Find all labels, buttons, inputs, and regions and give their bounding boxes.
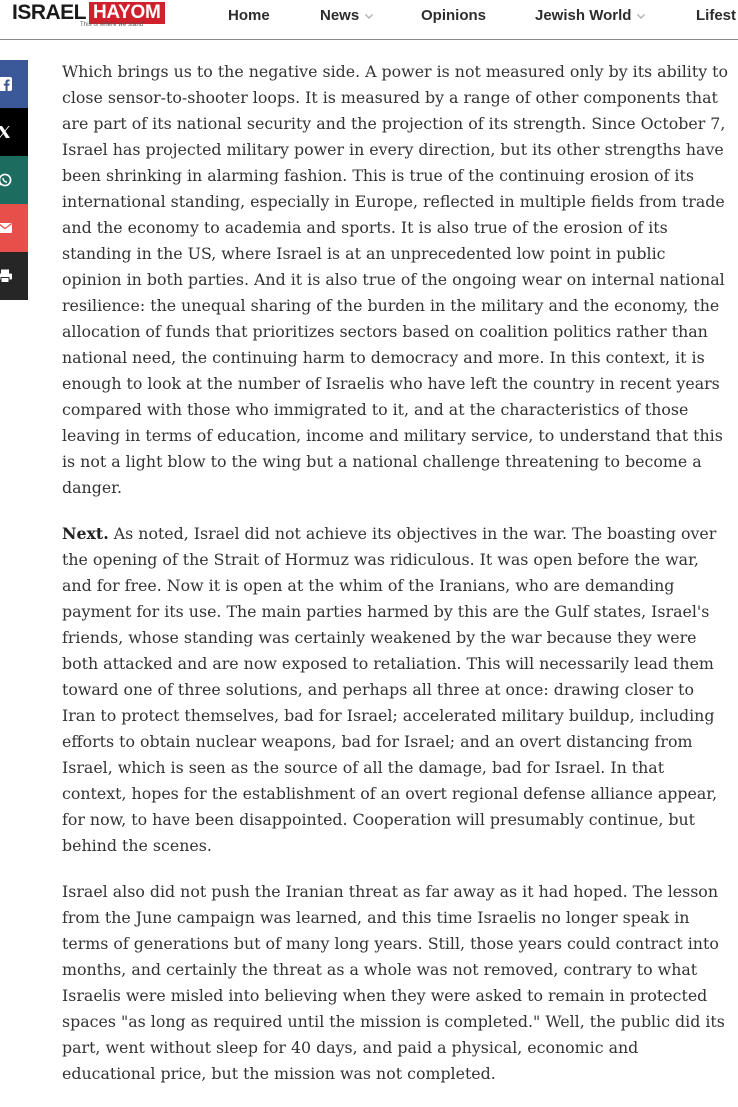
- site-header: [0, 0, 738, 40]
- logo-tagline: This is where we stand: [80, 22, 144, 28]
- share-facebook-button[interactable]: [0, 60, 28, 108]
- paragraph-lead: Next.: [62, 524, 109, 543]
- chevron-down-icon: [636, 11, 646, 21]
- whatsapp-icon: [0, 173, 12, 187]
- nav-item-home[interactable]: [228, 7, 270, 24]
- share-whatsapp-button[interactable]: [0, 156, 28, 204]
- share-bar: [0, 60, 28, 300]
- nav-item-news[interactable]: [320, 7, 374, 24]
- share-email-button[interactable]: [0, 204, 28, 252]
- nav-item-label: Opinions: [421, 7, 486, 24]
- article-paragraph: [62, 59, 730, 501]
- mail-icon: [0, 222, 12, 234]
- article-paragraph: [62, 521, 730, 859]
- nav-item-opinions[interactable]: [421, 7, 486, 24]
- nav-item-label: Jewish World: [535, 7, 632, 24]
- paragraph-text: Israel also did not push the Iranian threat as far away as it had hoped. The lesson from the June campaign was learned, and this time Israelis no longer speak in terms of generations but of many long years. Still, those years could contract into months, and certainly the threat as a whole was not removed, contrary to what Israelis were misled into believing when they were asked to remain in protected spaces "as long as required until the mission is completed." Well, the public did its part, went without sleep for 40 days, and paid a physical, economic and educational price, but the mission was not completed.: [62, 882, 725, 1083]
- site-logo[interactable]: [12, 2, 165, 30]
- nav-item-jewish-world[interactable]: [535, 7, 646, 24]
- nav-item-lifestyle[interactable]: [696, 7, 736, 24]
- share-x-button[interactable]: [0, 108, 28, 156]
- chevron-down-icon: [364, 11, 374, 21]
- nav-item-label: Lifest: [696, 7, 737, 24]
- nav-item-label: News: [320, 7, 360, 24]
- nav-item-label: Home: [228, 7, 270, 24]
- facebook-icon: [0, 77, 12, 91]
- logo-wordmark-hayom: HAYOM: [89, 2, 164, 24]
- logo-wordmark-israel: ISRAEL: [12, 1, 87, 24]
- x-icon: [0, 125, 10, 139]
- paragraph-text: Which brings us to the negative side. A power is not measured only by its ability to close sensor-to-shooter loops. It is measured by a range of other components that are part of its national security and the projection of its strength. Since October 7, Israel has projected military power in every direction, but its other strengths have been shrinking in alarming fashion. This is true of the continuing erosion of its international standing, especially in Europe, reflected in multiple fields from trade and the economy to academia and sports. It is also true of the erosion of its standing in the US, where Israel is at an unprecedented low point in public opinion in both parties. And it is also true of the ongoing wear on internal national resilience: the unequal sharing of the burden in the military and the economy, the allocation of funds that prioritizes sectors based on coalition politics rather than national need, the continuing harm to democracy and more. In this context, it is enough to look at the number of Israelis who have left the country in recent years compared with those who immigrated to it, and at the characteristics of those leaving in terms of education, income and military service, to understand that this is not a light blow to the wing but a national challenge threatening to become a danger.: [62, 62, 729, 497]
- paragraph-text: As noted, Israel did not achieve its objectives in the war. The boasting over the opening of the Strait of Hormuz was ridiculous. It was open before the war, and for free. Now it is open at the whim of the Iranians, who are demanding payment for its use. The main parties harmed by this are the Gulf states, Israel's friends, whose standing was certainly weakened by the war because they were both attacked and are now exposed to retaliation. This will necessarily lead them toward one of three solutions, and perhaps all three at once: drawing closer to Iran to protect themselves, bad for Israel; accelerated military buildup, including efforts to obtain nuclear weapons, bad for Israel; and an overt distancing from Israel, which is seen as the source of all the damage, bad for Israel. In that context, hopes for the establishment of an overt regional defense alliance appear, for now, to have been disappointed. Cooperation will presumably continue, but behind the scenes.: [62, 524, 718, 855]
- print-icon: [0, 269, 12, 283]
- article-paragraph: [62, 879, 730, 1087]
- print-button[interactable]: [0, 252, 28, 300]
- article-body: [62, 59, 730, 1107]
